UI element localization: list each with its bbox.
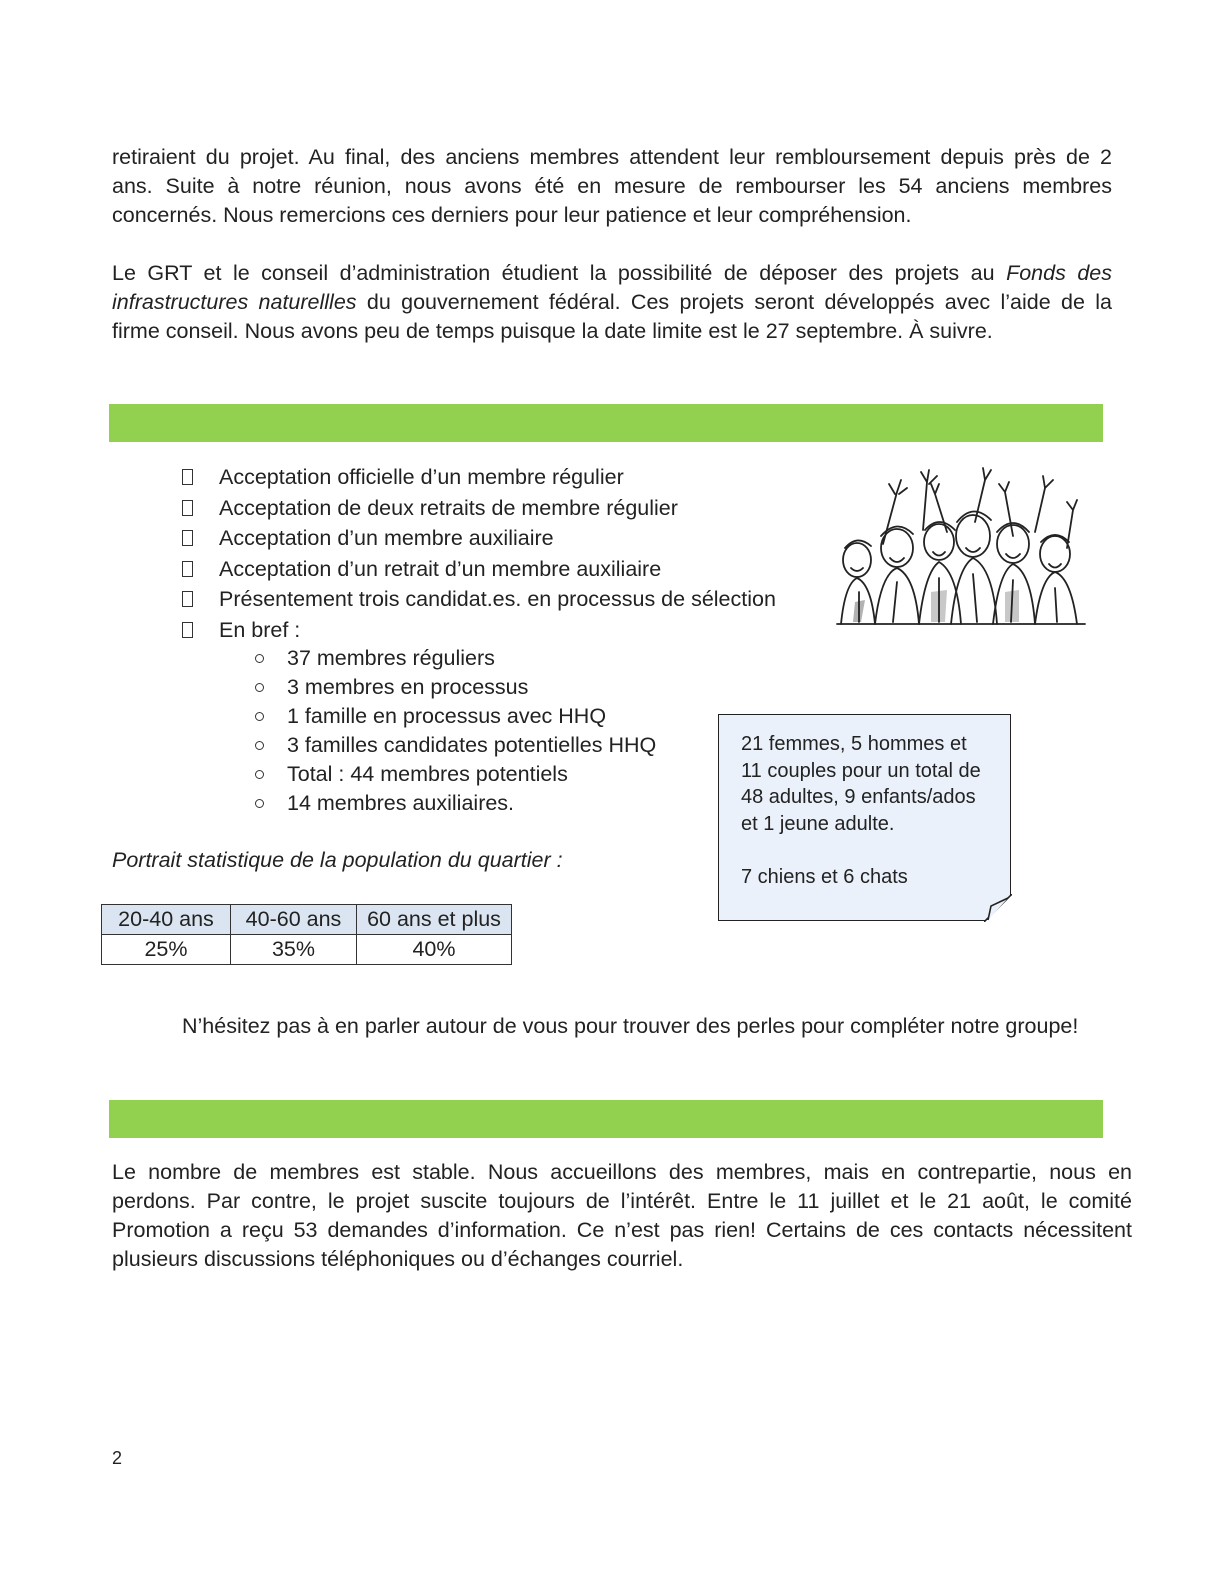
table-cell: 35% <box>231 935 357 965</box>
square-bullet-icon <box>182 500 193 516</box>
circle-bullet-icon <box>255 799 264 808</box>
square-bullet-icon <box>182 622 193 638</box>
funding-text-after: du gouvernement fédéral. Ces projets seront développés avec l’aide de la firme conseil. Nous avons peu de temps puisque la date limite est le 27 septembre. À suivre. <box>112 290 1112 343</box>
intro-line-3: concernés. Nous remercions ces derniers pour leur patience et leur compréhension. <box>112 203 912 227</box>
section-band-promotion <box>109 1100 1103 1138</box>
note-line: 7 chiens et 6 chats <box>741 865 908 888</box>
circle-bullet-icon <box>255 770 264 779</box>
list-item: Acceptation de deux retraits de membre régulier <box>180 493 776 524</box>
sub-list-item: 3 membres en processus <box>255 673 656 702</box>
list-item: Acceptation officielle d’un membre régulier <box>180 462 776 493</box>
list-item: Acceptation d’un membre auxiliaire <box>180 523 776 554</box>
cheering-crowd-illustration <box>835 452 1087 626</box>
section-band-membership <box>109 404 1103 442</box>
note-line: et 1 jeune adulte. <box>741 812 895 835</box>
membership-decisions-list <box>180 462 776 645</box>
table-header-row <box>102 905 512 935</box>
intro-line-2: ans. Suite à notre réunion, nous avons été en mesure de rembourser les 54 anciens membres <box>112 174 1112 198</box>
circle-bullet-icon <box>255 741 264 750</box>
list-item: Présentement trois candidat.es. en processus de sélection <box>180 584 776 615</box>
note-line <box>741 837 990 864</box>
page-fold-icon <box>984 894 1012 922</box>
table-header: 40-60 ans <box>231 905 357 935</box>
table-header: 20-40 ans <box>102 905 231 935</box>
membership-summary-list <box>255 644 656 818</box>
table-header: 60 ans et plus <box>357 905 512 935</box>
table-cell: 25% <box>102 935 231 965</box>
sub-list-item: 1 famille en processus avec HHQ <box>255 702 656 731</box>
table-cell: 40% <box>357 935 512 965</box>
sub-list-item: 3 familles candidates potentielles HHQ <box>255 731 656 760</box>
call-to-action: N’hésitez pas à en parler autour de vous pour trouver des perles pour compléter notre groupe! <box>182 1014 1079 1038</box>
list-item: En bref : <box>180 615 776 646</box>
note-line: 11 couples pour un total de <box>741 759 981 782</box>
page-number: 2 <box>112 1448 123 1468</box>
circle-bullet-icon <box>255 712 264 721</box>
circle-bullet-icon <box>255 683 264 692</box>
sub-list-item: Total : 44 membres potentiels <box>255 760 656 789</box>
population-caption: Portrait statistique de la population du quartier : <box>112 848 563 872</box>
note-line: 48 adultes, 9 enfants/ados <box>741 786 976 808</box>
sub-list-item: 14 membres auxiliaires. <box>255 789 656 818</box>
table-row <box>102 935 512 965</box>
population-table <box>101 904 512 965</box>
square-bullet-icon <box>182 591 193 607</box>
funding-program-name: Fonds des infrastructures naturellles <box>112 261 1112 314</box>
household-stats-note <box>718 714 1011 921</box>
funding-paragraph <box>112 259 1112 346</box>
square-bullet-icon <box>182 469 193 485</box>
square-bullet-icon <box>182 561 193 577</box>
list-item: Acceptation d’un retrait d’un membre auxiliaire <box>180 554 776 585</box>
funding-text-before: Le GRT et le conseil d’administration étudient la possibilité de déposer des projets au <box>112 261 1007 285</box>
intro-paragraph <box>112 143 1112 230</box>
circle-bullet-icon <box>255 654 264 663</box>
sub-list-item: 37 membres réguliers <box>255 644 656 673</box>
promotion-paragraph: Le nombre de membres est stable. Nous accueillons des membres, mais en contrepartie, nous en perdons. Par contre, le projet suscite toujours de l’intérêt. Entre le 11 juillet et le 21 août, le comité Promotion a reçu 53 demandes d’information. Ce n’est pas rien! Certains de ces contacts nécessitent plusieurs discussions téléphoniques ou d’échanges courriel. <box>112 1160 1132 1271</box>
note-line: 21 femmes, 5 hommes et <box>741 733 967 755</box>
intro-line-1: retiraient du projet. Au final, des anciens membres attendent leur rembloursement depuis près de 2 <box>112 145 1112 169</box>
square-bullet-icon <box>182 530 193 546</box>
